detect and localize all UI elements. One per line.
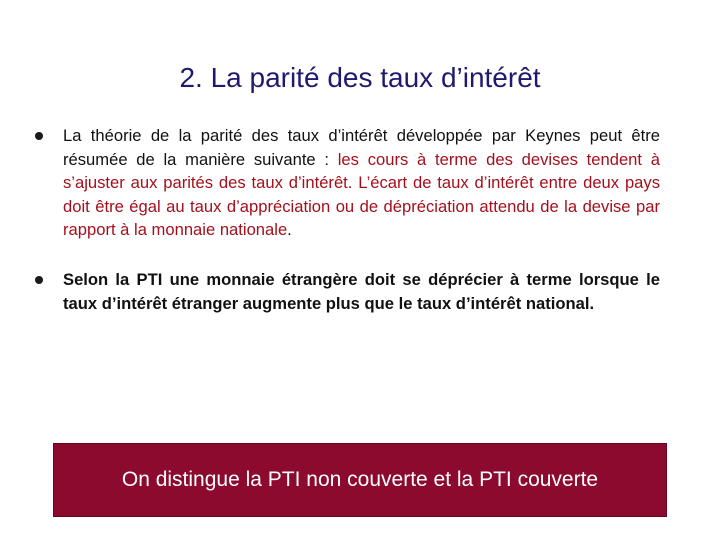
bullet-dot-icon — [35, 276, 43, 284]
bullet-1-text-end: . — [287, 220, 292, 239]
slide-title: 2. La parité des taux d’intérêt — [179, 62, 541, 93]
bullet-2-text: Selon la PTI une monnaie étrangère doit se déprécier à terme lorsque le taux d’intérêt étranger augmente plus que le taux d’intérêt national. — [63, 270, 660, 313]
bullet-dot-icon — [35, 132, 43, 140]
bullet-item-1 — [63, 124, 660, 242]
bullet-item-2 — [63, 268, 660, 315]
conclusion-banner — [53, 443, 667, 517]
bullet-1-text-emphasis: les cours à terme des devises tendent à s’ajuster aux parités des taux d’intérêt. L’écart de taux d’intérêt entre deux pays doit être égal au taux d’appréciation ou de dépréciation attendu de la devise par rapport à la monnaie nationale — [63, 149, 660, 239]
bullet-1-text-intro: La théorie de la parité des taux d’intérêt développée par Keynes peut être résumée de la manière suivante : — [63, 126, 660, 169]
banner-text: On distingue la PTI non couverte et la PTI couverte — [121, 468, 599, 491]
